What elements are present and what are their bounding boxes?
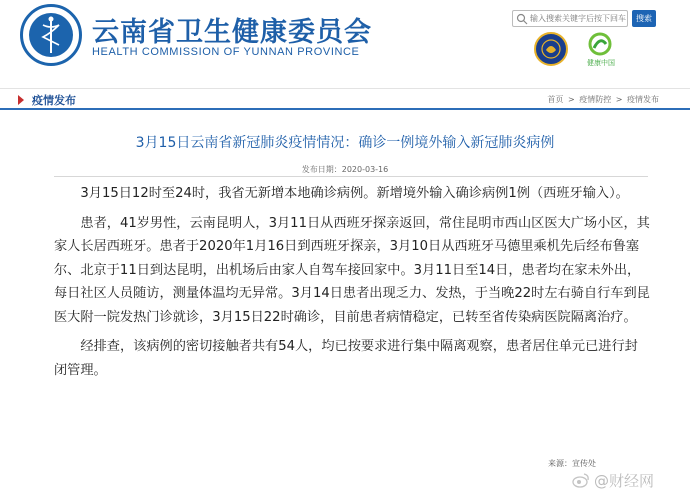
source-label: 来源： [548,459,572,468]
article-body [54,182,650,382]
site-title: 云南省卫生健康委员会 [92,17,372,48]
weibo-watermark-icon [572,472,590,488]
section-arrow-icon [18,95,24,105]
article-title: 3月15日云南省新冠肺炎疫情情况：确诊一例境外输入新冠肺炎病例 [135,135,555,151]
publish-date: 发布日期：2020-03-16 [301,165,389,174]
breadcrumb [546,94,660,105]
title-divider [54,176,648,177]
emblem-icon [536,34,566,64]
site-logo[interactable] [20,4,82,66]
breadcrumb-separator: > [567,95,575,104]
site-header [0,0,690,80]
search-input[interactable] [530,11,627,26]
site-subtitle: HEALTH COMMISSION OF YUNNAN PROVINCE [92,46,360,58]
search-button[interactable]: 搜索 [632,10,656,27]
article-paragraph: 3月15日12时至24时，我省无新增本地确诊病例。新增境外输入确诊病例1例（西班牙输入）。 [80,186,629,201]
party-badge[interactable] [534,32,568,66]
article-source [548,458,596,469]
source-value: 宣传处 [572,459,596,468]
breadcrumb-home[interactable]: 首页 [547,95,564,104]
search-icon [516,13,528,25]
section-title: 疫情发布 [32,94,76,107]
article-paragraph: 经排查，该病例的密切接触者共有54人，均已按要求进行集中隔离观察，患者居住单元已进行封闭管理。 [54,339,638,378]
section-navbar [0,88,690,110]
article-paragraph: 患者，41岁男性，云南昆明人，3月11日从西班牙探亲返回，常住昆明市西山区医大广场小区，其家人长居西班牙。患者于2020年1月16日到西班牙探亲，3月10日从西班牙马德里乘机先后经布鲁塞尔、北京于11日到达昆明，出机场后由家人自驾车接回家中。3月11日至14日，患者均在家未外出，每日社区人员随访，测量体温均无异常。3月14日患者出现乏力、发热，于当晚22时左右骑自行车到昆医大附一院发热门诊就诊，3月15日22时确诊，目前患者病情稳定，已转至省传染病医院隔离治疗。 [54,215,650,325]
caduceus-icon [23,7,79,63]
breadcrumb-epidemic-control[interactable]: 疫情防控 [579,95,612,104]
watermark-text: @财经网 [594,472,655,490]
healthy-china-label: 健康中国 [587,59,615,67]
breadcrumb-epidemic-release[interactable]: 疫情发布 [627,95,659,104]
search-box [512,10,628,27]
breadcrumb-separator: > [615,95,623,104]
